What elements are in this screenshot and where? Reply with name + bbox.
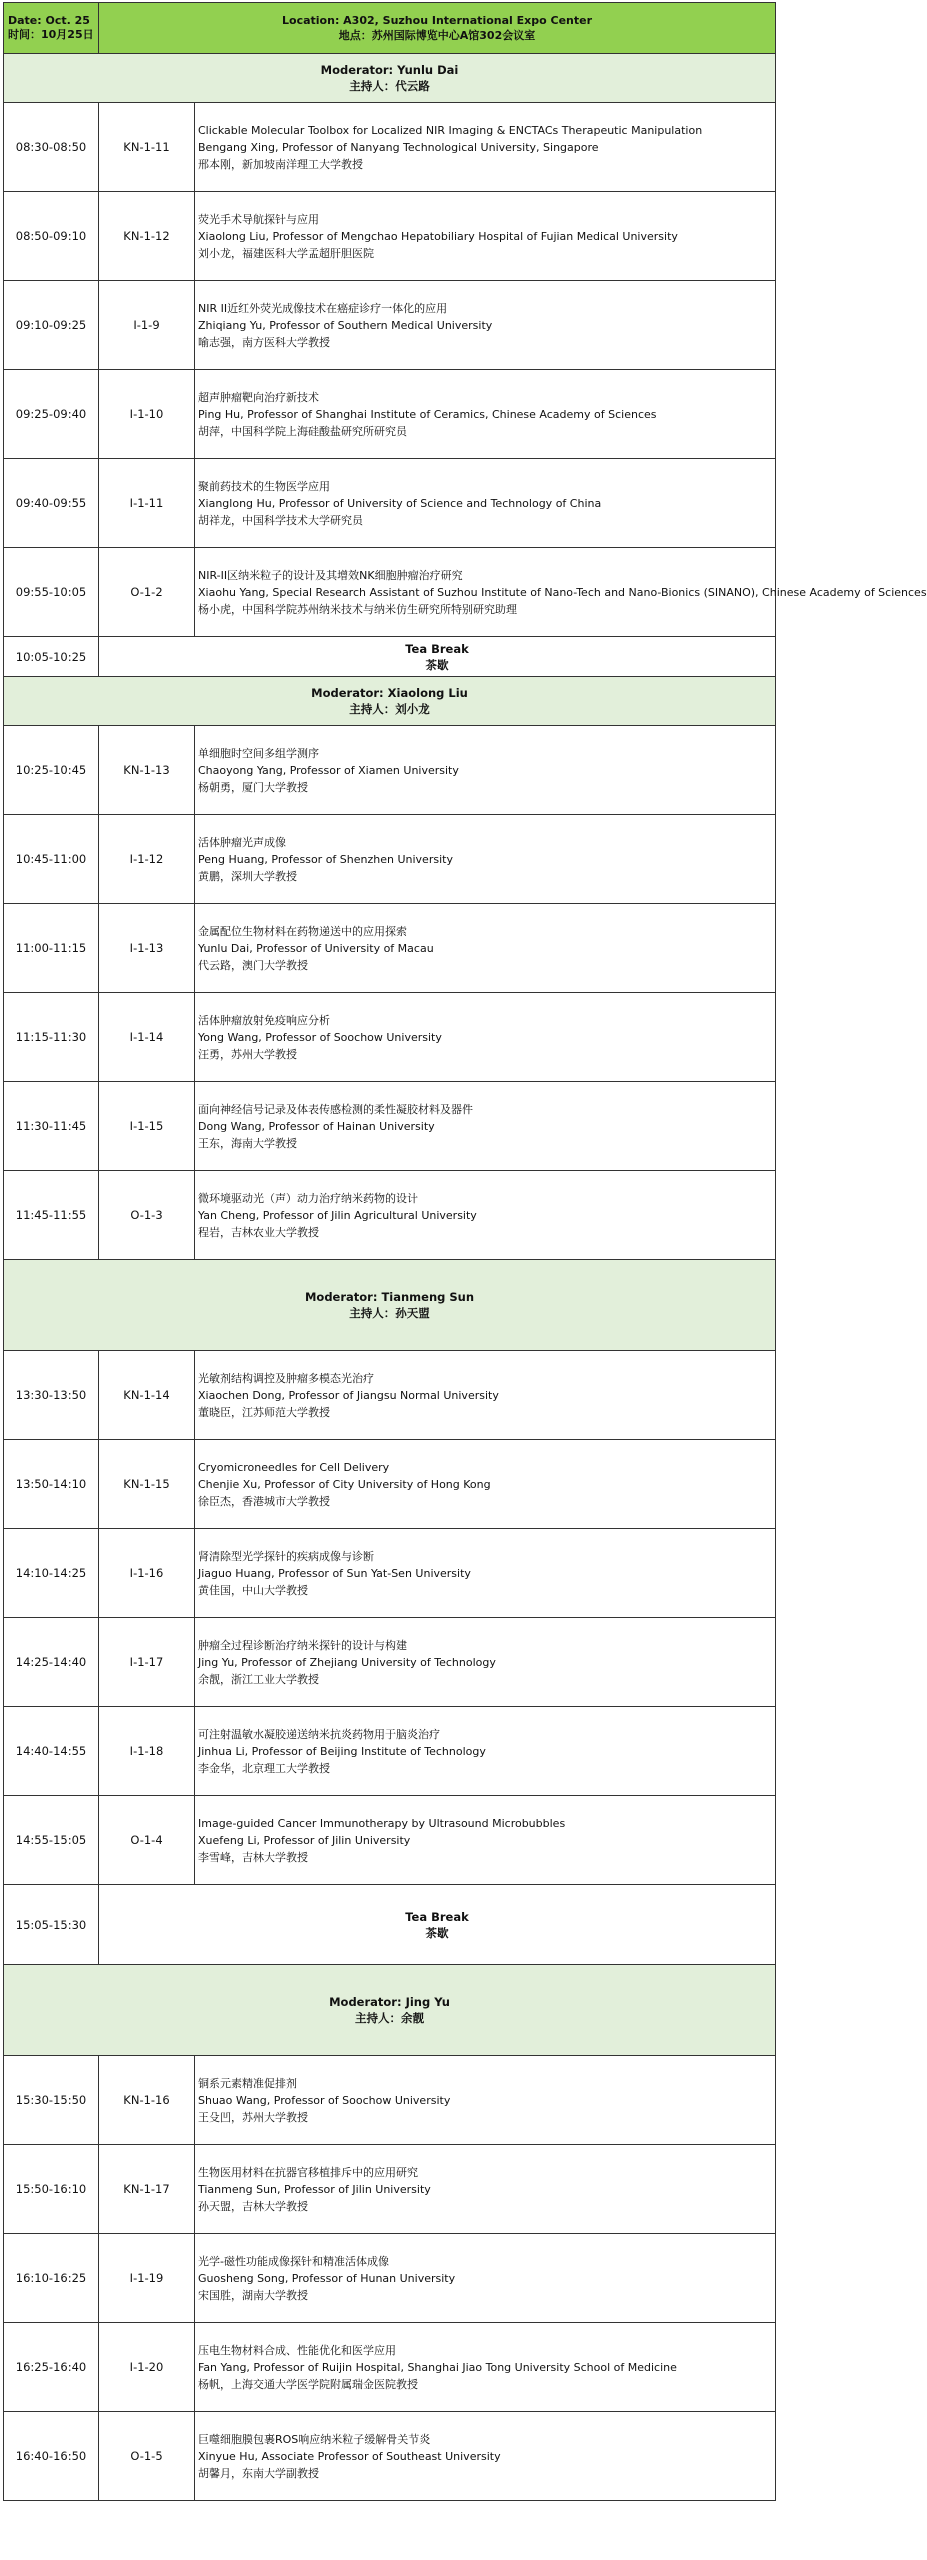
talk-title: 聚前药技术的生物医学应用: [198, 479, 330, 493]
speaker-en: Xiaolong Liu, Professor of Mengchao Hepatobiliary Hospital of Fujian Medical University: [198, 229, 678, 243]
talk-details: [195, 1796, 776, 1885]
moderator-zh: 主持人：代云路: [349, 79, 430, 93]
talk-code: I-1-14: [99, 993, 195, 1082]
speaker-zh: 黄佳国，中山大学教授: [198, 1583, 308, 1597]
talk-code: I-1-12: [99, 815, 195, 904]
talk-row: [4, 2234, 776, 2323]
moderator-en: Moderator: Tianmeng Sun: [304, 1290, 475, 1304]
talk-time: 11:00-11:15: [4, 904, 99, 993]
speaker-zh: 喻志强，南方医科大学教授: [198, 335, 330, 349]
talk-details: [195, 1440, 776, 1529]
speaker-zh: 王东，海南大学教授: [198, 1136, 297, 1150]
talk-details: [195, 548, 927, 637]
talk-title: 活体肿瘤光声成像: [198, 835, 286, 849]
talk-time: 11:30-11:45: [4, 1082, 99, 1171]
speaker-en: Peng Huang, Professor of Shenzhen University: [198, 852, 453, 866]
tea-break-time: 10:05-10:25: [4, 637, 99, 677]
location-en: Location: A302, Suzhou International Expo Center: [282, 14, 592, 27]
talk-time: 16:25-16:40: [4, 2323, 99, 2412]
schedule-sheet: [3, 2, 927, 2501]
tea-break-zh: 茶歇: [425, 1925, 449, 1940]
talk-code: O-1-5: [99, 2412, 195, 2501]
talk-row: [4, 1171, 776, 1260]
talk-time: 10:45-11:00: [4, 815, 99, 904]
speaker-zh: 孙天盟，吉林大学教授: [198, 2199, 308, 2213]
talk-row: [4, 904, 776, 993]
talk-time: 15:30-15:50: [4, 2056, 99, 2145]
speaker-zh: 代云路，澳门大学教授: [198, 958, 308, 972]
talk-details: [195, 1171, 776, 1260]
talk-row: [4, 815, 776, 904]
talk-row: [4, 2412, 776, 2501]
talk-row: [4, 2323, 776, 2412]
talk-details: [195, 904, 776, 993]
speaker-en: Ping Hu, Professor of Shanghai Institute of Ceramics, Chinese Academy of Sciences: [198, 407, 657, 421]
talk-time: 14:55-15:05: [4, 1796, 99, 1885]
moderator-cell: [4, 1260, 776, 1351]
talk-title: 微环境驱动光（声）动力治疗纳米药物的设计: [198, 1191, 418, 1205]
moderator-row: [4, 1260, 776, 1351]
talk-title: 金属配位生物材料在药物递送中的应用探索: [198, 924, 407, 938]
talk-row: [4, 370, 776, 459]
talk-time: 08:50-09:10: [4, 192, 99, 281]
talk-details: [195, 1529, 776, 1618]
talk-row: [4, 281, 776, 370]
talk-code: KN-1-12: [99, 192, 195, 281]
talk-time: 09:10-09:25: [4, 281, 99, 370]
talk-row: [4, 1529, 776, 1618]
talk-details: [195, 2145, 776, 2234]
talk-code: O-1-2: [99, 548, 195, 637]
talk-code: I-1-9: [99, 281, 195, 370]
moderator-row: [4, 54, 776, 103]
tea-break-label: [99, 1885, 776, 1965]
talk-time: 14:10-14:25: [4, 1529, 99, 1618]
speaker-en: Chenjie Xu, Professor of City University of Hong Kong: [198, 1477, 491, 1491]
talk-details: [195, 2234, 776, 2323]
talk-time: 11:45-11:55: [4, 1171, 99, 1260]
moderator-row: [4, 1965, 776, 2056]
speaker-zh: 李雪峰，吉林大学教授: [198, 1850, 308, 1864]
talk-title: NIR II近红外荧光成像技术在癌症诊疗一体化的应用: [198, 301, 448, 315]
talk-code: O-1-4: [99, 1796, 195, 1885]
talk-title: 肿瘤全过程诊断治疗纳米探针的设计与构建: [198, 1638, 407, 1652]
talk-code: KN-1-16: [99, 2056, 195, 2145]
talk-time: 13:30-13:50: [4, 1351, 99, 1440]
speaker-zh: 胡萍，中国科学院上海硅酸盐研究所研究员: [198, 424, 407, 438]
talk-title: 巨噬细胞膜包裹ROS响应纳米粒子缓解骨关节炎: [198, 2432, 431, 2446]
talk-code: I-1-19: [99, 2234, 195, 2323]
moderator-en: Moderator: Yunlu Dai: [320, 63, 459, 77]
talk-title: 活体肿瘤放射免疫响应分析: [198, 1013, 330, 1027]
talk-details: [195, 1707, 776, 1796]
talk-row: [4, 1618, 776, 1707]
talk-details: [195, 1618, 776, 1707]
speaker-zh: 徐臣杰，香港城市大学教授: [198, 1494, 330, 1508]
talk-code: KN-1-11: [99, 103, 195, 192]
tea-break-zh: 茶歇: [425, 657, 449, 672]
talk-code: I-1-10: [99, 370, 195, 459]
talk-details: [195, 103, 776, 192]
talk-details: [195, 192, 776, 281]
speaker-en: Xiaohu Yang, Special Research Assistant of Suzhou Institute of Nano-Tech and Nano-Bionics (SINANO), Chinese Academy of Sciences: [198, 585, 927, 599]
talk-time: 10:25-10:45: [4, 726, 99, 815]
moderator-row: [4, 677, 776, 726]
speaker-en: Jing Yu, Professor of Zhejiang University of Technology: [198, 1655, 496, 1669]
moderator-zh: 主持人：刘小龙: [349, 702, 430, 716]
talk-title: Clickable Molecular Toolbox for Localized NIR Imaging & ENCTACs Therapeutic Manipulation: [198, 123, 703, 137]
talk-time: 09:25-09:40: [4, 370, 99, 459]
speaker-en: Jinhua Li, Professor of Beijing Institute of Technology: [198, 1744, 486, 1758]
talk-time: 09:40-09:55: [4, 459, 99, 548]
speaker-en: Xuefeng Li, Professor of Jilin University: [198, 1833, 411, 1847]
talk-code: I-1-16: [99, 1529, 195, 1618]
speaker-en: Fan Yang, Professor of Ruijin Hospital, Shanghai Jiao Tong University School of Medicine: [198, 2360, 677, 2374]
speaker-zh: 汪勇，苏州大学教授: [198, 1047, 297, 1061]
moderator-cell: [4, 677, 776, 726]
tea-break-row: [4, 637, 776, 677]
talk-code: KN-1-14: [99, 1351, 195, 1440]
talk-details: [195, 370, 776, 459]
date-cell: [4, 3, 99, 54]
talk-time: 14:40-14:55: [4, 1707, 99, 1796]
moderator-en: Moderator: Jing Yu: [329, 1995, 450, 2009]
talk-title: NIR-II区纳米粒子的设计及其增效NK细胞肿瘤治疗研究: [198, 568, 463, 582]
speaker-zh: 董晓臣，江苏师范大学教授: [198, 1405, 330, 1419]
talk-details: [195, 815, 776, 904]
speaker-en: Chaoyong Yang, Professor of Xiamen University: [198, 763, 459, 777]
talk-details: [195, 2323, 776, 2412]
speaker-en: Guosheng Song, Professor of Hunan University: [198, 2271, 456, 2285]
speaker-en: Xianglong Hu, Professor of University of Science and Technology of China: [198, 496, 602, 510]
speaker-zh: 程岩，吉林农业大学教授: [198, 1225, 319, 1239]
talk-title: 可注射温敏水凝胶递送纳米抗炎药物用于脑炎治疗: [198, 1727, 440, 1741]
speaker-zh: 黄鹏，深圳大学教授: [198, 869, 297, 883]
tea-break-en: Tea Break: [405, 641, 469, 656]
speaker-en: Xinyue Hu, Associate Professor of Southeast University: [198, 2449, 501, 2463]
talk-title: 单细胞时空间多组学测序: [198, 746, 319, 760]
tea-break-row: [4, 1885, 776, 1965]
talk-details: [195, 1082, 776, 1171]
talk-details: [195, 993, 776, 1082]
speaker-en: Dong Wang, Professor of Hainan University: [198, 1119, 435, 1133]
speaker-en: Bengang Xing, Professor of Nanyang Technological University, Singapore: [198, 140, 599, 154]
talk-code: I-1-11: [99, 459, 195, 548]
moderator-cell: [4, 54, 776, 103]
talk-code: I-1-13: [99, 904, 195, 993]
moderator-zh: 主持人：孙天盟: [349, 1306, 430, 1320]
speaker-zh: 胡馨月，东南大学副教授: [198, 2466, 319, 2480]
talk-row: [4, 1351, 776, 1440]
talk-code: I-1-18: [99, 1707, 195, 1796]
talk-title: 荧光手术导航探针与应用: [198, 212, 319, 226]
talk-row: [4, 2056, 776, 2145]
speaker-zh: 刘小龙，福建医科大学孟超肝胆医院: [198, 246, 374, 260]
talk-title: 生物医用材料在抗器官移植排斥中的应用研究: [198, 2165, 418, 2179]
talk-details: [195, 726, 776, 815]
talk-code: I-1-17: [99, 1618, 195, 1707]
talk-row: [4, 1440, 776, 1529]
location-zh: 地点：苏州国际博览中心A馆302会议室: [338, 29, 536, 42]
talk-code: O-1-3: [99, 1171, 195, 1260]
talk-row: [4, 993, 776, 1082]
talk-row: [4, 103, 776, 192]
talk-title: Image-guided Cancer Immunotherapy by Ultrasound Microbubbles: [198, 1816, 566, 1830]
talk-row: [4, 1707, 776, 1796]
speaker-en: Yan Cheng, Professor of Jilin Agricultural University: [198, 1208, 477, 1222]
talk-time: 16:10-16:25: [4, 2234, 99, 2323]
talk-row: [4, 726, 776, 815]
talk-time: 13:50-14:10: [4, 1440, 99, 1529]
talk-time: 14:25-14:40: [4, 1618, 99, 1707]
talk-title: Cryomicroneedles for Cell Delivery: [198, 1460, 390, 1474]
moderator-en: Moderator: Xiaolong Liu: [311, 686, 468, 700]
talk-code: KN-1-17: [99, 2145, 195, 2234]
speaker-zh: 王殳凹，苏州大学教授: [198, 2110, 308, 2124]
talk-details: [195, 281, 776, 370]
talk-row: [4, 1082, 776, 1171]
talk-time: 08:30-08:50: [4, 103, 99, 192]
talk-title: 铜系元素精准促排剂: [198, 2076, 297, 2090]
tea-break-time: 15:05-15:30: [4, 1885, 99, 1965]
talk-details: [195, 2412, 776, 2501]
speaker-zh: 余靓，浙江工业大学教授: [198, 1672, 319, 1686]
talk-title: 压电生物材料合成、性能优化和医学应用: [198, 2343, 396, 2357]
talk-details: [195, 2056, 776, 2145]
talk-row: [4, 548, 776, 637]
moderator-zh: 主持人：余靓: [355, 2011, 424, 2025]
date-en: Date: Oct. 25: [8, 14, 90, 27]
talk-time: 16:40-16:50: [4, 2412, 99, 2501]
speaker-zh: 杨小虎，中国科学院苏州纳米技术与纳米仿生研究所特别研究助理: [198, 602, 517, 616]
talk-title: 光敏剂结构调控及肿瘤多模态光治疗: [198, 1371, 374, 1385]
speaker-en: Zhiqiang Yu, Professor of Southern Medical University: [198, 318, 493, 332]
speaker-zh: 李金华，北京理工大学教授: [198, 1761, 330, 1775]
talk-row: [4, 1796, 776, 1885]
talk-title: 超声肿瘤靶向治疗新技术: [198, 390, 319, 404]
talk-code: I-1-15: [99, 1082, 195, 1171]
header-row: [4, 3, 776, 54]
speaker-en: Tianmeng Sun, Professor of Jilin University: [198, 2182, 431, 2196]
speaker-en: Yong Wang, Professor of Soochow University: [198, 1030, 442, 1044]
speaker-en: Xiaochen Dong, Professor of Jiangsu Normal University: [198, 1388, 499, 1402]
talk-code: I-1-20: [99, 2323, 195, 2412]
talk-time: 15:50-16:10: [4, 2145, 99, 2234]
speaker-zh: 杨帆，上海交通大学医学院附属瑞金医院教授: [198, 2377, 418, 2391]
speaker-zh: 宋国胜，湖南大学教授: [198, 2288, 308, 2302]
speaker-en: Yunlu Dai, Professor of University of Macau: [198, 941, 434, 955]
talk-time: 11:15-11:30: [4, 993, 99, 1082]
speaker-zh: 胡祥龙，中国科学技术大学研究员: [198, 513, 363, 527]
talk-details: [195, 459, 776, 548]
talk-title: 肾清除型光学探针的疾病成像与诊断: [198, 1549, 374, 1563]
speaker-zh: 邢本刚，新加坡南洋理工大学教授: [198, 157, 363, 171]
speaker-en: Shuao Wang, Professor of Soochow University: [198, 2093, 451, 2107]
talk-code: KN-1-13: [99, 726, 195, 815]
talk-row: [4, 192, 776, 281]
schedule-table: [3, 2, 927, 2501]
talk-row: [4, 2145, 776, 2234]
talk-title: 面向神经信号记录及体表传感检测的柔性凝胶材料及器件: [198, 1102, 473, 1116]
talk-title: 光学-磁性功能成像探针和精准活体成像: [198, 2254, 389, 2268]
date-zh: 时间：10月25日: [8, 28, 94, 41]
tea-break-label: [99, 637, 776, 677]
location-cell: [99, 3, 776, 54]
moderator-cell: [4, 1965, 776, 2056]
speaker-zh: 杨朝勇，厦门大学教授: [198, 780, 308, 794]
talk-time: 09:55-10:05: [4, 548, 99, 637]
talk-row: [4, 459, 776, 548]
talk-details: [195, 1351, 776, 1440]
speaker-en: Jiaguo Huang, Professor of Sun Yat-Sen University: [198, 1566, 471, 1580]
tea-break-en: Tea Break: [405, 1909, 469, 1924]
talk-code: KN-1-15: [99, 1440, 195, 1529]
